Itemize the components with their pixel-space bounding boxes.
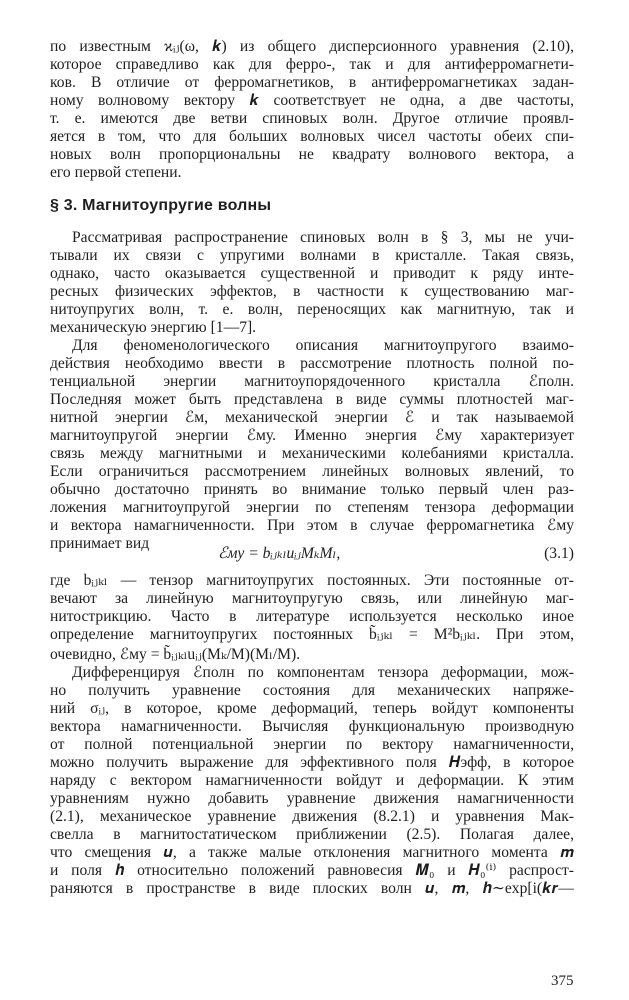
text-line: раняются в пространстве в виде плоских волн 𝒖, 𝒎, 𝒉∼exp[i(𝒌𝒓— (50, 880, 574, 897)
text-line: которое справедливо как для ферро-, так и для антиферромагнети- (50, 56, 574, 73)
text-line: ний σᵢⱼ, в которое, кроме деформаций, теперь войдут компоненты (50, 700, 574, 717)
equation-body: ℰму = bᵢⱼₖₗuᵢⱼMₖMₗ, (218, 545, 341, 562)
text-line: яется в том, что для больших волновых чисел частоты обеих спи- (50, 128, 574, 145)
text-line: определение магнитоупругих постоянных b̃ᵢⱼₖₗ = M²bᵢⱼₖₗ. При этом, (50, 626, 574, 643)
text-line: очевидно, ℰму = b̃ᵢⱼₖₗuᵢⱼ(Mₖ/M)(Mₗ/M). (50, 646, 301, 663)
text-line: тывали их связи с упругими волнами в кристалле. Такая связь, (50, 247, 574, 264)
text-line: тенциальной энергии магнитоупорядоченного кристалла ℰполн. (50, 373, 574, 390)
text-line: Если ограничиться рассмотрением линейных волновых явлений, то (50, 463, 574, 480)
text-line: ложения магнитоупругой энергии по степеням тензора деформации (50, 499, 574, 516)
text-line: и вектора намагниченности. При этом в случае ферромагнетика ℰму (50, 517, 574, 534)
text-line: Для феноменологического описания магнитоупругого взаимо- (72, 337, 574, 354)
text-line: (2.1), механическое уравнение движения (8.2.1) и уравнения Мак- (50, 808, 574, 825)
text-line: связь между магнитными и механическими колебаниями кристалла. (50, 445, 574, 462)
page-number: 375 (551, 973, 574, 989)
text-line: по известным ϰᵢⱼ(ω, 𝒌) из общего дисперсионного уравнения (2.10), (50, 38, 574, 55)
text-line: но получить уравнение состояния для механических напряже- (50, 682, 574, 699)
text-line: действия необходимо ввести в рассмотрение плотность полной по- (50, 355, 574, 372)
text-line: однако, часто оказывается существенной и приводит к ряду инте- (50, 265, 574, 282)
text-line: вечают за линейную магнитоупругую связь, или линейную маг- (50, 590, 574, 607)
text-line: Рассматривая распространение спиновых волн в § 3, мы не учи- (72, 229, 574, 246)
text-line: ков. В отличие от ферромагнетиков, в антиферромагнетиках задан- (50, 74, 574, 91)
text-line: Дифференцируя ℰполн по компонентам тензора деформации, мож- (72, 664, 574, 681)
text-line: магнитоупругой энергии ℰму. Именно энергия ℰму характеризует (50, 427, 574, 444)
text-line: свелла в магнитостатическом приближении (2.5). Полагая далее, (50, 826, 574, 843)
text-line: уравнениям нужно добавить уравнение движения намагниченности (50, 790, 574, 807)
text-line: что смещения 𝒖, а также малые отклонения магнитного момента 𝒎 (50, 844, 574, 861)
text-line: ному волновому вектору 𝒌 соответствует не одна, а две частоты, (50, 92, 574, 109)
text-line: нитострикцию. Часто в литературе используется несколько иное (50, 608, 574, 625)
text-line: нитоупругих волн, т. е. волн, переносящих как магнитную, так и (50, 301, 574, 318)
text-line: и поля 𝒉 относительно положений равновесия 𝑴₀ и 𝑯₀⁽ⁱ⁾ распрост- (50, 862, 574, 879)
text-line: принимает вид (50, 535, 150, 552)
text-line: его первой степени. (50, 164, 182, 181)
text-line: можно получить выражение для эффективного поля 𝑯эфф, в которое (50, 754, 574, 771)
text-line: новых волн пропорциональны не квадрату волнового вектора, а (50, 146, 574, 163)
text-line: где bᵢⱼₖₗ — тензор магнитоупругих постоянных. Эти постоянные от- (50, 572, 574, 589)
text-line: нитной энергии ℰм, механической энергии ℰ и так называемой (50, 409, 574, 426)
text-line: вектора намагниченности. Вычисляя функциональную производную (50, 718, 574, 735)
text-line: ресных физических эффектов, в частности к существованию маг- (50, 283, 574, 300)
equation-number: (3.1) (544, 545, 574, 562)
text-line: от полной потенциальной энергии по вектору намагниченности, (50, 736, 574, 753)
text-line: наряду с вектором намагниченности войдут и деформации. К этим (50, 772, 574, 789)
text-line: т. е. имеются две ветви спиновых волн. Другое отличие проявл- (50, 110, 574, 127)
text-line: обычно достаточно принять во внимание только первый член раз- (50, 481, 574, 498)
text-line: механическую энергию [1—7]. (50, 319, 257, 336)
text-line: Последняя может быть представлена в виде суммы плотностей маг- (50, 391, 574, 408)
section-heading: § 3. Магнитоупругие волны (50, 197, 272, 214)
equation-3-1 (50, 545, 574, 563)
